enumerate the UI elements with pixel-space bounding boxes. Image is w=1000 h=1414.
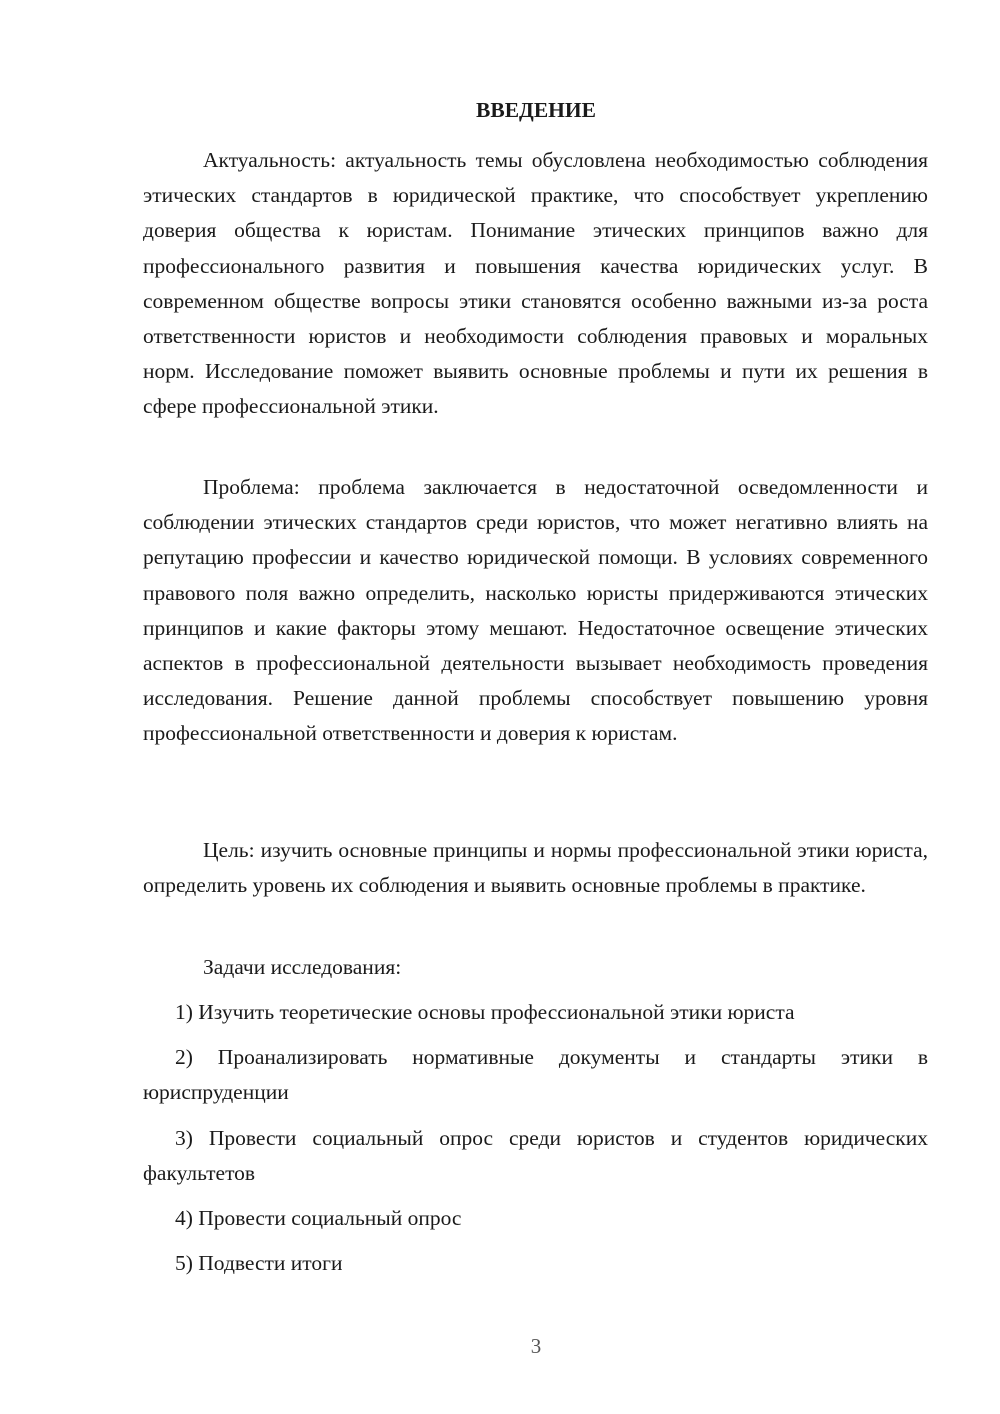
task-item-1: 1) Изучить теоретические основы профессиональной этики юриста: [175, 1000, 795, 1024]
page-number: 3: [530, 1334, 542, 1358]
section-title: ВВЕДЕНИЕ: [476, 98, 596, 122]
paragraph-goal: Цель: изучить основные принципы и нормы профессиональной этики юриста, определить уровень их соблюдения и выявить основные проблемы в практике.: [143, 838, 928, 898]
task-item-5: 5) Подвести итоги: [175, 1251, 343, 1275]
task-item-4: 4) Провести социальный опрос: [175, 1206, 462, 1230]
paragraph-problem: Проблема: проблема заключается в недостаточной осведомленности и соблюдении этических стандартов среди юристов, что может негативно влиять на репутацию профессии и качество юридической помощи. В условиях современного правового поля важно определить, насколько юристы придерживаются этических принципов и какие факторы этому мешают. Недостаточное освещение этических аспектов в профессиональной деятельности вызывает необходимость проведения исследования. Решение данной проблемы способствует повышению уровня профессиональной ответственности и доверия к юристам.: [143, 475, 928, 746]
tasks-heading: Задачи исследования:: [203, 955, 402, 979]
task-item-2: 2) Проанализировать нормативные документы и стандарты этики в юриспруденции: [143, 1045, 928, 1105]
paragraph-relevance: Актуальность: актуальность темы обусловлена необходимостью соблюдения этических стандартов в юридической практике, что способствует укреплению доверия общества к юристам. Понимание этических принципов важно для профессионального развития и повышения качества юридических услуг. В современном обществе вопросы этики становятся особенно важными из-за роста ответственности юристов и необходимости соблюдения правовых и моральных норм. Исследование поможет выявить основные проблемы и пути их решения в сфере профессиональной этики.: [143, 148, 928, 419]
task-item-3: 3) Провести социальный опрос среди юристов и студентов юридических факультетов: [143, 1126, 928, 1186]
